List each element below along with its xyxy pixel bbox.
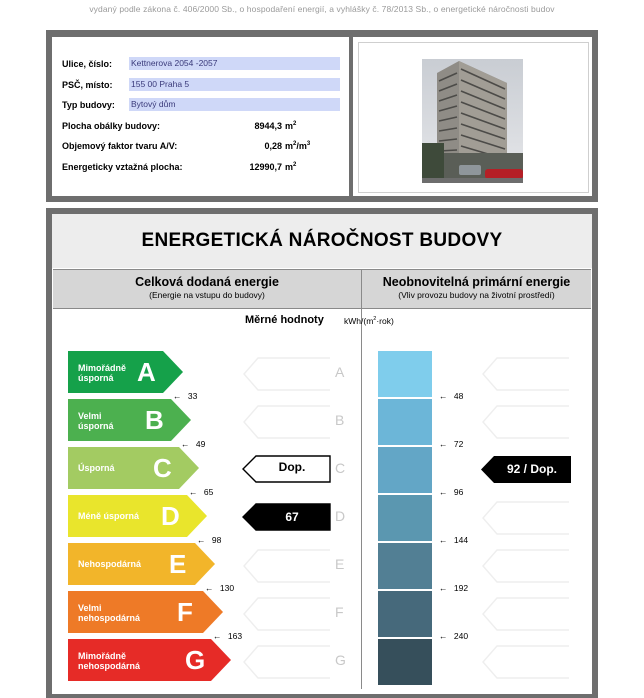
class-letter-b: B <box>145 405 164 435</box>
law-reference: vydaný podle zákona č. 406/2000 Sb., o hospodaření energií, a vyhlášky č. 78/2013 Sb., o energetické náročnosti budov <box>89 4 555 14</box>
zip-field: 155 00 Praha 5 <box>129 78 340 91</box>
threshold-value: 240 <box>453 631 469 641</box>
class-label-line: Velmi <box>78 411 102 421</box>
units-label: kWh/$(m^2\cdot rok)$ <box>344 316 394 326</box>
ghost-pointer-outline <box>244 406 330 438</box>
left-column-subtitle: (Energie na vstupu do budovy) <box>149 290 265 300</box>
ghost-letter-f: F <box>335 604 344 620</box>
ghost-pointer <box>242 356 334 392</box>
threshold-value: 163 <box>227 631 243 641</box>
primary-energy-bar <box>378 639 432 685</box>
class-label-line: úsporná <box>78 373 114 383</box>
left-threshold <box>173 391 197 401</box>
right-threshold <box>439 487 463 497</box>
primary-energy-bar <box>378 543 432 589</box>
ghost-pointer-outline <box>483 406 569 438</box>
left-value-label: 67 <box>285 510 299 524</box>
class-letter-d: D <box>161 501 180 531</box>
ghost-pointer <box>481 644 573 680</box>
zip-label: PSČ, místo: <box>62 80 113 90</box>
envelope-value: 8944,3 <box>254 121 282 131</box>
class-label-line: Úsporná <box>78 463 115 473</box>
class-letter-c: C <box>153 453 172 483</box>
primary-energy-bar <box>378 351 432 397</box>
threshold-value: 130 <box>219 583 235 593</box>
class-label-line: Mimořádně <box>78 363 127 373</box>
threshold-arrow-icon: ← <box>439 583 450 593</box>
threshold-value: 49 <box>195 439 206 449</box>
ghost-pointer <box>481 548 573 584</box>
left-dop-label: Dop. <box>278 460 306 474</box>
threshold-value: 33 <box>187 391 198 401</box>
ghost-pointer-outline <box>483 502 569 534</box>
ghost-pointer-outline <box>244 550 330 582</box>
ghost-pointer-outline <box>483 550 569 582</box>
right-threshold <box>439 535 468 545</box>
class-label-a <box>78 363 126 383</box>
shape-factor-value: 0,28 <box>264 141 282 151</box>
main-title: ENERGETICKÁ NÁROČNOST BUDOVY <box>141 230 503 251</box>
left-threshold <box>189 487 213 497</box>
ghost-letter-g: G <box>335 652 346 668</box>
ghost-pointer <box>242 644 334 680</box>
threshold-value: 98 <box>211 535 222 545</box>
threshold-arrow-icon: ← <box>189 487 200 497</box>
class-label-line: nehospodárná <box>78 661 141 671</box>
shape-factor-unit: $m^2/m^3$ <box>285 141 311 151</box>
threshold-value: 72 <box>453 439 464 449</box>
ghost-pointer <box>242 596 334 632</box>
right-threshold <box>439 631 468 641</box>
primary-energy-bar <box>378 495 432 541</box>
class-letter-f: F <box>177 597 193 627</box>
right-column-subtitle: (Vliv provozu budovy na životní prostředí) <box>398 290 555 300</box>
reference-area-unit: $m^2$ <box>285 162 297 172</box>
street-label: Ulice, číslo: <box>62 59 113 69</box>
threshold-arrow-icon: ← <box>439 391 450 401</box>
threshold-value: 96 <box>453 487 464 497</box>
threshold-arrow-icon: ← <box>197 535 208 545</box>
primary-energy-bar <box>378 591 432 637</box>
class-label-line: Mimořádně <box>78 651 127 661</box>
shape-factor-label: Objemový faktor tvaru A/V: <box>62 141 178 151</box>
ghost-pointer-outline <box>244 598 330 630</box>
ghost-letter-c: C <box>335 460 346 476</box>
left-threshold <box>181 439 205 449</box>
class-letter-a: A <box>137 357 156 387</box>
ghost-pointer-outline <box>483 646 569 678</box>
threshold-value: 48 <box>453 391 464 401</box>
left-threshold <box>213 631 242 641</box>
threshold-arrow-icon: ← <box>173 391 184 401</box>
class-label-d <box>78 511 139 521</box>
reference-area-label: Energeticky vztažná plocha: <box>62 162 183 172</box>
ghost-pointer <box>481 356 573 392</box>
class-label-line: Méně úsporná <box>78 511 140 521</box>
ghost-pointer-outline <box>483 358 569 390</box>
units-title: Měrné hodnoty <box>245 314 324 326</box>
class-label-e <box>78 559 141 569</box>
right-threshold <box>439 439 463 449</box>
building-photo-frame <box>358 42 589 193</box>
threshold-value: 192 <box>453 583 469 593</box>
type-field: Bytový dům <box>129 98 340 111</box>
threshold-arrow-icon: ← <box>181 439 192 449</box>
class-label-line: nehospodárná <box>78 613 141 623</box>
threshold-arrow-icon: ← <box>213 631 224 641</box>
ghost-letter-e: E <box>335 556 345 572</box>
threshold-arrow-icon: ← <box>439 439 450 449</box>
right-threshold <box>439 391 463 401</box>
class-label-g <box>78 651 140 671</box>
reference-area-value: 12990,7 <box>249 162 282 172</box>
right-threshold <box>439 583 468 593</box>
ghost-pointer <box>481 500 573 536</box>
ghost-pointer <box>242 548 334 584</box>
class-label-c <box>78 463 115 473</box>
class-label-line: Velmi <box>78 603 102 613</box>
right-value-label: 92 / Dop. <box>506 462 557 476</box>
envelope-unit: $m^2$ <box>285 121 297 131</box>
column-divider <box>361 269 362 689</box>
ghost-pointer-outline <box>244 358 330 390</box>
threshold-arrow-icon: ← <box>439 631 450 641</box>
threshold-value: 144 <box>453 535 469 545</box>
ghost-pointer-outline <box>244 646 330 678</box>
envelope-label: Plocha obálky budovy: <box>62 121 161 131</box>
ghost-pointer <box>481 596 573 632</box>
class-label-f <box>78 603 140 623</box>
right-column-title: Neobnovitelná primární energie <box>382 275 571 289</box>
left-column-title: Celková dodaná energie <box>135 275 279 289</box>
threshold-value: 65 <box>203 487 214 497</box>
threshold-arrow-icon: ← <box>439 487 450 497</box>
ghost-letter-d: D <box>335 508 346 524</box>
building-photo <box>359 43 588 192</box>
left-threshold <box>205 583 234 593</box>
threshold-arrow-icon: ← <box>439 535 450 545</box>
class-letter-g: G <box>185 645 206 675</box>
threshold-arrow-icon: ← <box>205 583 216 593</box>
primary-energy-bar <box>378 447 432 493</box>
class-label-line: úsporná <box>78 421 114 431</box>
ghost-pointer-outline <box>483 598 569 630</box>
left-threshold <box>197 535 221 545</box>
primary-energy-bar <box>378 399 432 445</box>
type-label: Typ budovy: <box>62 100 115 110</box>
ghost-pointer <box>481 404 573 440</box>
street-field: Kettnerova 2054 -2057 <box>129 57 340 70</box>
class-letter-e: E <box>169 549 187 579</box>
ghost-pointer <box>242 404 334 440</box>
ghost-letter-b: B <box>335 412 345 428</box>
class-label-line: Nehospodárná <box>78 559 142 569</box>
class-label-b <box>78 411 114 431</box>
ghost-letter-a: A <box>335 364 345 380</box>
